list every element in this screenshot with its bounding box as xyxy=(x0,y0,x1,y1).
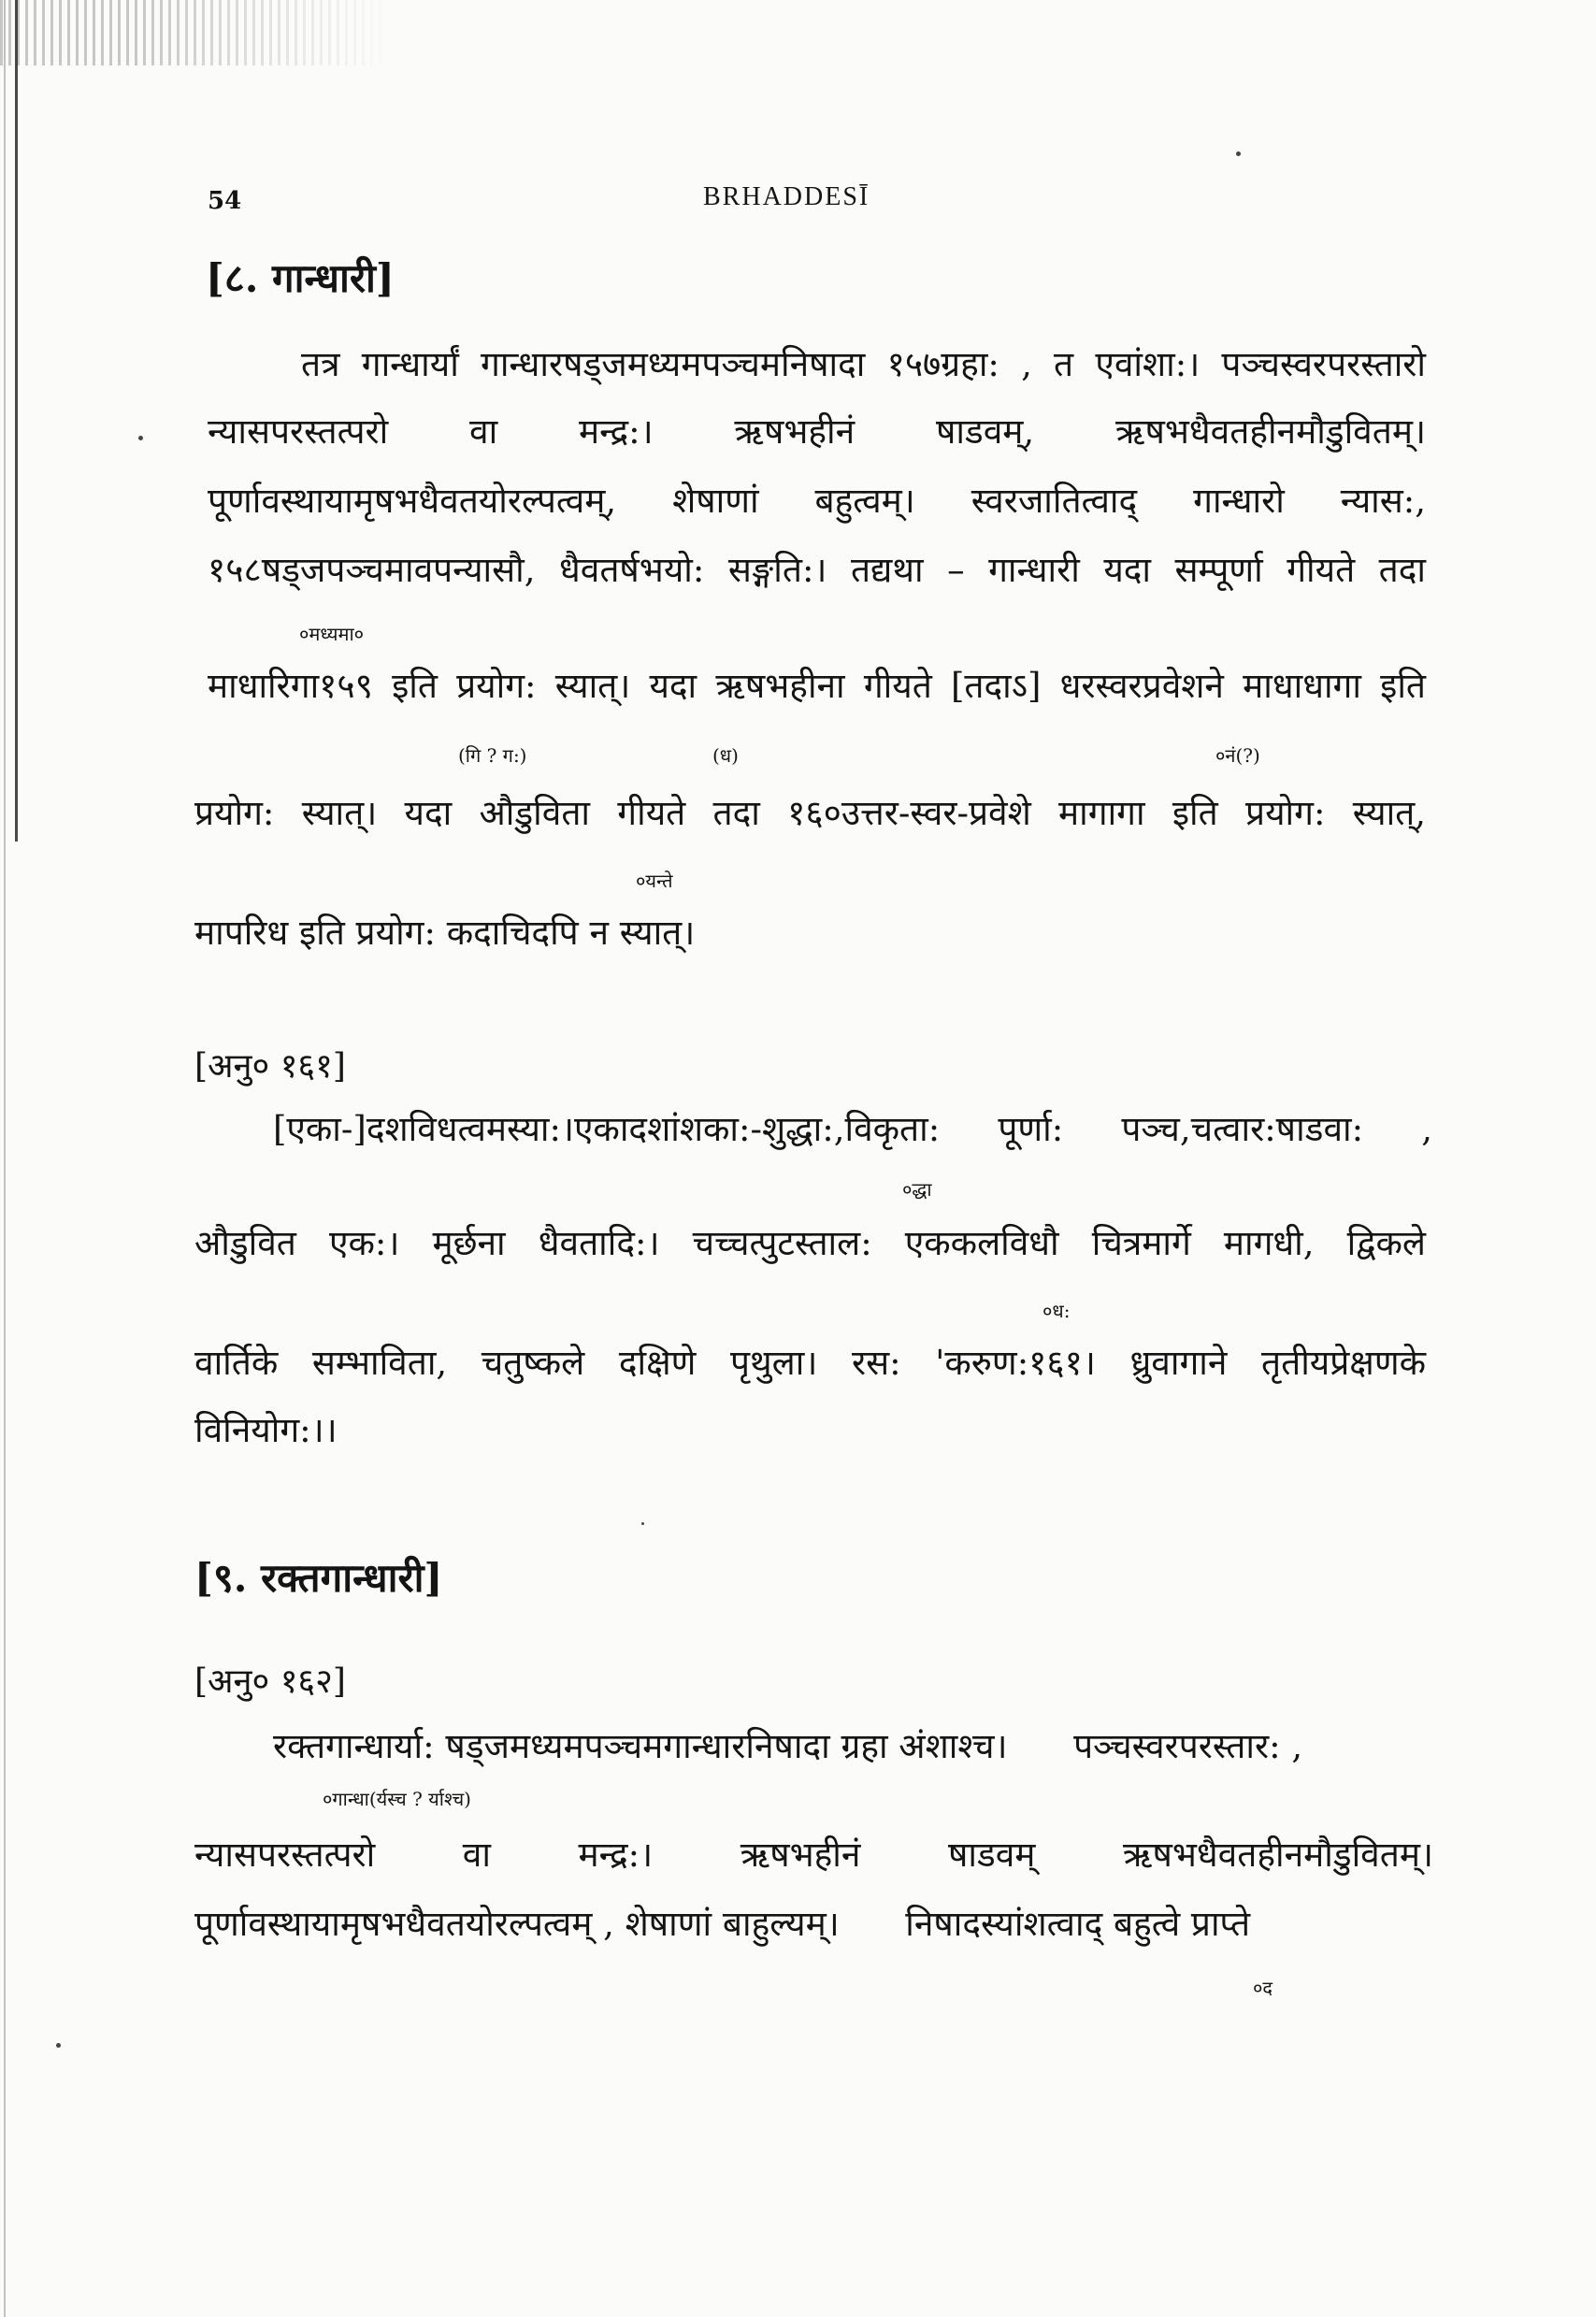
marginal-note: ०मध्यमा० xyxy=(299,623,365,645)
marginal-note: ०द xyxy=(1253,1977,1273,1999)
speck xyxy=(641,1522,644,1525)
marginal-note: ०द्धा xyxy=(902,1178,932,1201)
reference-label: [अनु० १६२] xyxy=(194,1662,346,1701)
scan-edge xyxy=(4,0,6,2317)
marginal-note: ०यन्ते xyxy=(636,870,673,892)
text-line: पूर्णावस्थायामृषभधैवतयोरल्पत्वम् , शेषाणां बाहुल्यम्। निषादस्यांशत्वाद् बहुत्वे प्राप्ते xyxy=(194,1904,1251,1944)
text-line: १५८षड्जपञ्चमावपन्यासौ, धैवतर्षभयो: सङ्गति:। तद्यथा – गान्धारी यदा सम्पूर्णा गीयते तदा xyxy=(208,550,1426,590)
text-line: पूर्णावस्थायामृषभधैवतयोरल्पत्वम्, शेषाणां बहुत्वम्। स्वरजातित्वाद् गान्धारो न्यास:, xyxy=(208,481,1426,521)
marginal-note: (गि ? ग:) xyxy=(458,744,527,767)
text-line: विनियोग:।। xyxy=(194,1410,338,1450)
speck xyxy=(1236,151,1241,156)
marginal-note: ०नं(?) xyxy=(1215,744,1260,767)
reference-label: [अनु० १६१] xyxy=(194,1047,346,1086)
marginal-note: ०गान्धा(र्यस्च ? र्याश्च) xyxy=(323,1788,471,1810)
scan-binding-line xyxy=(15,0,18,842)
section-heading-raktagandhari: [९. रक्तगान्धारी] xyxy=(194,1555,443,1601)
running-title: BRHADDESĪ xyxy=(703,182,870,211)
scan-smudge xyxy=(0,0,393,65)
text-line: न्यासपरस्तत्परो वा मन्द्र:। ऋषभहीनं षाडवम् ऋषभधैवतहीनमौडुवितम्। xyxy=(194,1835,1433,1875)
text-line: [एका-]दशविधत्वमस्या:।एकादशांशका:-शुद्धा:,विकृता: पूर्णा: पञ्च,चत्वार:षाडवा: , xyxy=(273,1109,1432,1149)
text-line: औडुवित एक:। मूर्छना धैवतादि:। चच्चत्पुटस्ताल: एककलविधौ चित्रमार्गे मागधी, द्विकले xyxy=(194,1223,1426,1263)
text-line: तत्र गान्धार्यां गान्धारषड्जमध्यमपञ्चमनिषादा १५७ग्रहा: , त एवांशा:। पञ्चस्वरपरस्तारो xyxy=(301,344,1426,384)
marginal-note: (ध) xyxy=(712,744,739,767)
page-number: 54 xyxy=(208,187,242,215)
speck xyxy=(56,2043,61,2048)
text-line: मापरिध इति प्रयोग: कदाचिदपि न स्यात्। xyxy=(194,913,696,953)
text-line: वार्तिके सम्भाविता, चतुष्कले दक्षिणे पृथुला। रस: 'करुण:१६१। ध्रुवागाने तृतीयप्रेक्षणके xyxy=(194,1343,1426,1383)
speck xyxy=(138,436,143,440)
text-line: न्यासपरस्तत्परो वा मन्द्र:। ऋषभहीनं षाडवम्, ऋषभधैवतहीनमौडुवितम्। xyxy=(208,411,1426,452)
section-heading-gandhari: [८. गान्धारी] xyxy=(206,255,395,301)
text-line: माधारिगा१५९ इति प्रयोग: स्यात्। यदा ऋषभहीना गीयते [तदाऽ] धरस्वरप्रवेशने माधाधागा इति xyxy=(208,666,1426,706)
marginal-note: ०ध: xyxy=(1042,1300,1071,1322)
text-line: रक्तगान्धार्या: षड्जमध्यमपञ्चमगान्धारनिषादा ग्रहा अंशाश्च। पञ्चस्वरपरस्तार: , xyxy=(273,1726,1303,1766)
text-line: प्रयोग: स्यात्। यदा औडुविता गीयते तदा १६०उत्तर-स्वर-प्रवेशे मागागा इति प्रयोग: स्यात्, xyxy=(194,793,1426,833)
